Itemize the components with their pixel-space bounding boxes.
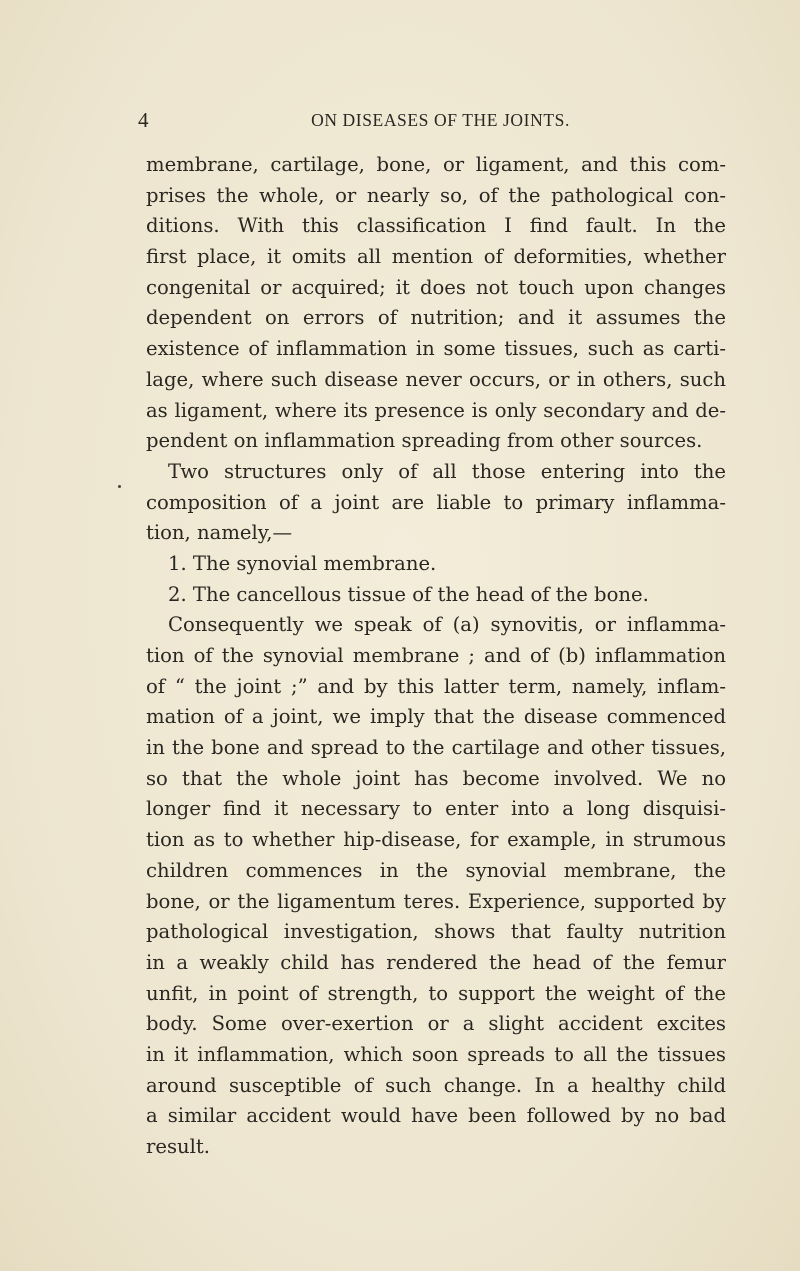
body-text — [146, 150, 726, 1163]
text-line: in the bone and spread to the cartilage and other tissues, — [146, 736, 726, 760]
text-line: composition of a joint are liable to primary inflamma- — [146, 490, 726, 514]
text-line: as ligament, where its presence is only secondary and de- — [146, 398, 726, 422]
text-line: tion of the synovial membrane ; and of (b) inflammation — [146, 644, 726, 667]
text-line: in it inflammation, which soon spreads to all the tissues — [146, 1042, 726, 1066]
text-line: prises the whole, or nearly so, of the pathological con- — [146, 183, 726, 207]
text-line: body. Some over-exertion or a slight accident excites — [146, 1012, 726, 1036]
text-line: pendent on inflammation spreading from other sources. — [146, 429, 703, 453]
text-line: Consequently we speak of (a) synovitis, or inflamma- — [168, 613, 726, 637]
running-title: ON DISEASES OF THE JOINTS. — [311, 110, 570, 130]
text-line: children commences in the synovial membrane, the — [146, 858, 726, 882]
list-item: 2. The cancellous tissue of the head of the bone. — [168, 582, 649, 606]
text-line: congenital or acquired; it does not touch upon changes — [146, 275, 726, 299]
text-line: around susceptible of such change. In a healthy child — [146, 1073, 726, 1097]
page-number: 4 — [138, 108, 149, 132]
text-line: a similar accident would have been followed by no bad — [146, 1104, 726, 1128]
text-line: existence of inflammation in some tissues, such as carti- — [146, 337, 726, 361]
text-line: dependent on errors of nutrition; and it assumes the — [146, 306, 726, 330]
margin-mark — [118, 485, 121, 488]
text-line: first place, it omits all mention of deformities, whether — [146, 245, 726, 269]
text-line: of “ the joint ;” and by this latter term, namely, inflam- — [146, 674, 726, 698]
text-line: membrane, cartilage, bone, or ligament, and this com- — [146, 153, 726, 176]
text-line: result. — [146, 1135, 211, 1158]
text-line: Two structures only of all those entering into the — [168, 459, 726, 483]
page-header — [138, 108, 725, 134]
text-line: unfit, in point of strength, to support the weight of the — [146, 981, 726, 1005]
text-line: bone, or the ligamentum teres. Experience, supported by — [146, 889, 726, 913]
text-line: tion, namely,— — [146, 521, 293, 545]
text-line: so that the whole joint has become involved. We no — [146, 766, 726, 790]
list-item: 1. The synovial membrane. — [168, 551, 437, 575]
text-line: in a weakly child has rendered the head of the femur — [146, 950, 726, 974]
text-line: lage, where such disease never occurs, or in others, such — [146, 367, 726, 391]
text-line: tion as to whether hip-disease, for example, in strumous — [146, 828, 726, 852]
text-line: ditions. With this classification I find fault. In the — [146, 214, 726, 238]
text-line: longer find it necessary to enter into a long disquisi- — [146, 797, 726, 821]
text-line: mation of a joint, we imply that the disease commenced — [146, 705, 726, 729]
text-line: pathological investigation, shows that faulty nutrition — [146, 920, 726, 944]
